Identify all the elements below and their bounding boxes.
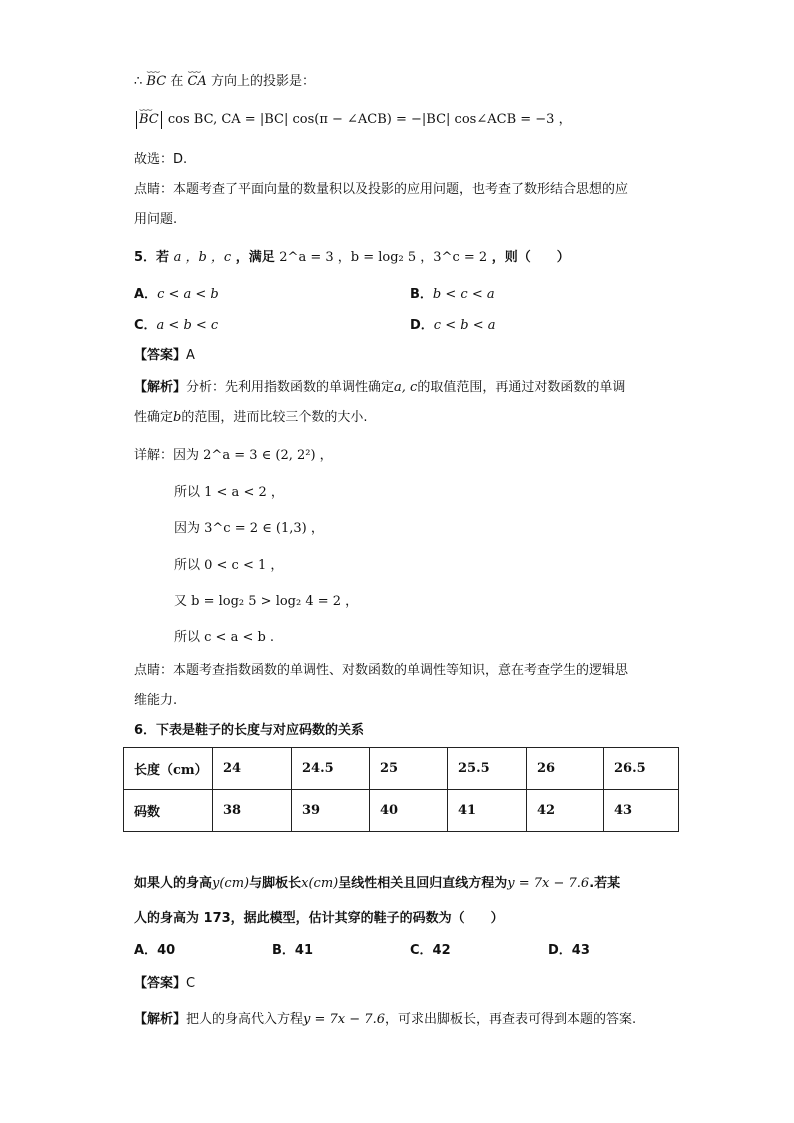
q5-vars: a ，b ，c <box>173 250 232 265</box>
option-label: D． <box>410 318 434 333</box>
table-cell: 42 <box>527 790 604 832</box>
q5-option-b <box>410 285 495 305</box>
note-previous-2: 用问题. <box>134 212 178 227</box>
option-label: A． <box>134 943 158 958</box>
projection-text: 在 <box>170 74 184 89</box>
q5-option-d <box>410 316 495 336</box>
q5-detail-5: 又 b = log₂ 5 > log₂ 4 = 2 ， <box>174 594 359 609</box>
table-cell: 40 <box>370 790 448 832</box>
option-label: C． <box>134 318 157 333</box>
analysis-text-2: ，可求出脚板长，再查表可得到本题的答案. <box>384 1012 637 1027</box>
q5-condition: 2^a = 3 ，b = log₂ 5 ，3^c = 2 <box>279 250 488 265</box>
q5-stem-c: ，则（ ） <box>491 250 570 265</box>
q6-text-1a: 如果人的身高 <box>134 876 213 891</box>
analysis-eq: y = 7x − 7.6 <box>303 1012 385 1027</box>
analysis-var-b: b <box>173 410 182 425</box>
var-y: y(cm) <box>212 876 250 891</box>
q5-analysis-2 <box>134 408 794 428</box>
vector-bc-formula: ⌣⌣⌣ BC <box>139 110 159 130</box>
q6-text-1 <box>134 874 794 894</box>
table-cell: 26.5 <box>604 748 679 790</box>
projection-line <box>134 72 794 92</box>
answer-value: A <box>186 348 195 363</box>
q5-analysis-1 <box>134 378 794 398</box>
analysis-text-3a: 性确定 <box>134 410 174 425</box>
q5-note-2: 维能力. <box>134 693 178 708</box>
q6-option-c <box>410 941 451 961</box>
q5-answer <box>134 346 794 366</box>
note-previous-1: 点睛：本题考查了平面向量的数量积以及投影的应用问题，也考查了数形结合思想的应 <box>134 182 629 197</box>
option-text: 43 <box>571 943 590 958</box>
q5-detail-4: 所以 0 < c < 1 ， <box>174 558 284 573</box>
q6-analysis <box>134 1010 794 1030</box>
table-cell: 24.5 <box>292 748 370 790</box>
q5-note-1: 点睛：本题考查指数函数的单调性、对数函数的单调性等知识，意在考查学生的逻辑思 <box>134 663 629 678</box>
table-header-size: 码数 <box>124 790 213 832</box>
answer-tag: 【答案】 <box>134 348 187 363</box>
table-row <box>124 790 679 832</box>
analysis-tag: 【解析】 <box>134 1012 187 1027</box>
vector-ca: ⌣⌣⌣ CA <box>187 72 206 92</box>
table-cell: 25.5 <box>448 748 527 790</box>
option-text: c < a < b <box>157 287 219 302</box>
option-text: 42 <box>432 943 451 958</box>
q5-stem <box>134 248 794 268</box>
table-cell: 25 <box>370 748 448 790</box>
table-row <box>124 748 679 790</box>
var-x: x(cm) <box>301 876 339 891</box>
detail-step: 2^a = 3 ∈ (2, 2²) ， <box>203 448 333 463</box>
q6-text-1g: .若某 <box>589 876 621 891</box>
q6-option-a <box>134 941 175 961</box>
analysis-tag: 【解析】 <box>134 380 187 395</box>
q6-stem: 6．下表是鞋子的长度与对应码数的关系 <box>134 723 365 738</box>
option-label: D． <box>548 943 572 958</box>
analysis-text: 分析：先利用指数函数的单调性确定 <box>186 380 395 395</box>
option-label: C． <box>410 943 433 958</box>
q6-option-b <box>272 941 313 961</box>
option-label: B． <box>272 943 295 958</box>
option-label: A． <box>134 287 158 302</box>
vector-bc: ⌣⌣⌣ BC <box>146 72 166 92</box>
therefore-symbol: ∴ <box>134 74 143 89</box>
option-text: c < b < a <box>433 318 496 333</box>
analysis-vars: a, c <box>394 380 418 395</box>
option-text: a < b < c <box>156 318 219 333</box>
option-text: 40 <box>157 943 176 958</box>
shoe-size-table <box>123 747 679 832</box>
analysis-text-3c: 的范围，进而比较三个数的大小. <box>181 410 368 425</box>
q5-stem-a: 5．若 <box>134 250 170 265</box>
q6-answer <box>134 974 794 994</box>
q6-text-2: 人的身高为 173，据此模型，估计其穿的鞋子的码数为（ ） <box>134 911 504 926</box>
detail-label: 详解：因为 <box>134 448 200 463</box>
option-text: b < c < a <box>432 287 495 302</box>
answer-tag: 【答案】 <box>134 976 187 991</box>
table-cell: 38 <box>213 790 292 832</box>
answer-previous: 故选：D. <box>134 152 188 167</box>
q5-detail-6: 所以 c < a < b . <box>174 630 275 645</box>
option-label: B． <box>410 287 433 302</box>
analysis-text: 把人的身高代入方程 <box>186 1012 304 1027</box>
table-cell: 39 <box>292 790 370 832</box>
table-header-length: 长度（cm） <box>124 748 213 790</box>
answer-value: C <box>186 976 196 991</box>
q6-option-d <box>548 941 590 961</box>
q5-stem-b: ，满足 <box>235 250 275 265</box>
q5-option-a <box>134 285 219 305</box>
regression-eq: y = 7x − 7.6 <box>507 876 590 891</box>
q5-detail-3: 因为 3^c = 2 ∈ (1,3) ， <box>174 521 324 536</box>
q5-option-c <box>134 316 218 336</box>
q5-detail-1 <box>134 446 794 466</box>
table-cell: 41 <box>448 790 527 832</box>
table-cell: 43 <box>604 790 679 832</box>
q6-text-1e: 呈线性相关且回归直线方程为 <box>338 876 508 891</box>
q5-detail-2: 所以 1 < a < 2 ， <box>174 485 284 500</box>
table-cell: 24 <box>213 748 292 790</box>
formula-text: cos BC, CA = |BC| cos(π − ∠ACB) = −|BC| cos∠ACB = −3 ， <box>167 112 572 127</box>
option-text: 41 <box>294 943 314 958</box>
analysis-text-2: 的取值范围，再通过对数函数的单调 <box>417 380 626 395</box>
projection-formula <box>134 110 794 130</box>
table-cell: 26 <box>527 748 604 790</box>
projection-text2: 方向上的投影是： <box>210 74 315 89</box>
q6-text-1c: 与脚板长 <box>249 876 302 891</box>
